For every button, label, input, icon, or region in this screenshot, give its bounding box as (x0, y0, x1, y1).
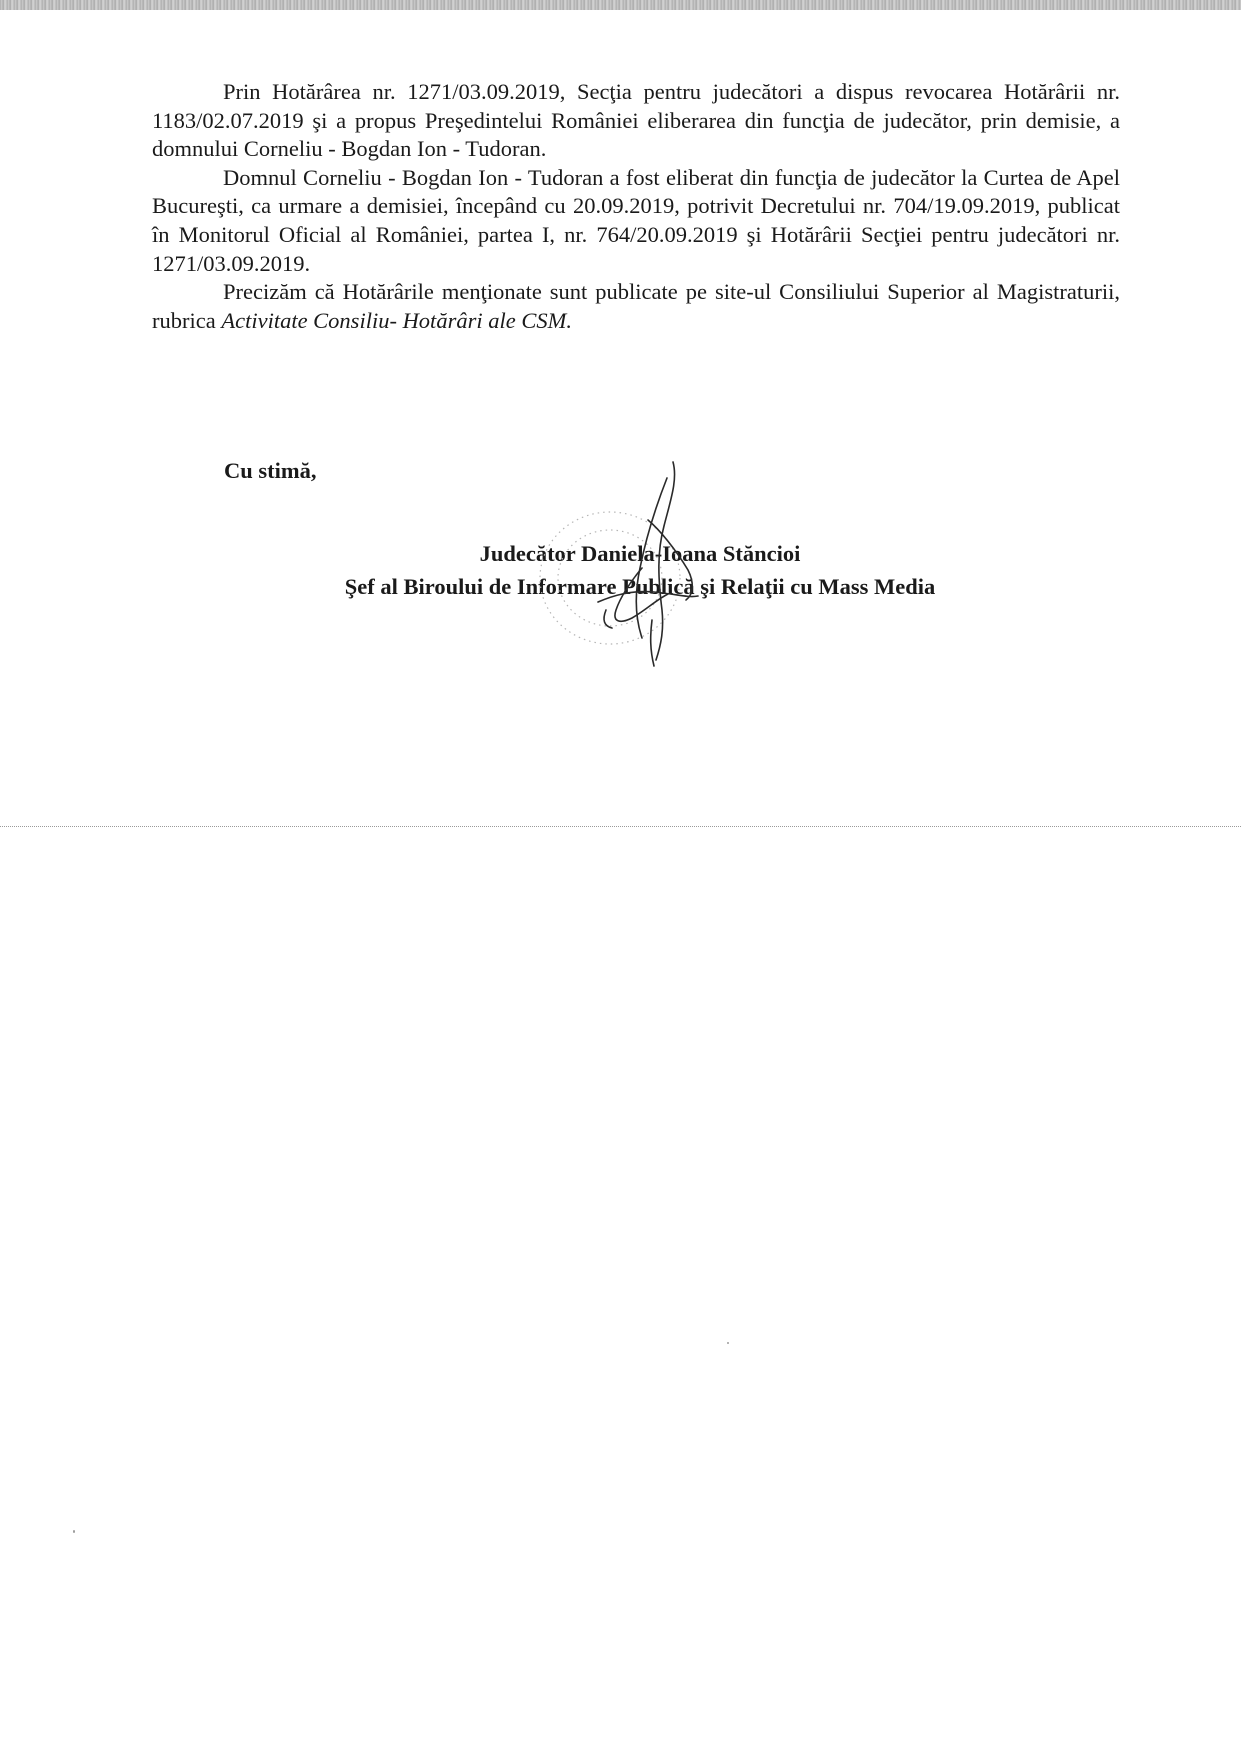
publication-section-name: Activitate Consiliu- Hotărâri ale CSM. (221, 307, 572, 333)
paragraph-publication-text: Precizăm că Hotărârile menţionate sunt publicate pe site-ul Consiliului Superior al Magistraturii, rubrica (152, 279, 1120, 333)
closing-salutation: Cu stimă, (224, 458, 317, 483)
paragraph-revocation: Prin Hotărârea nr. 1271/03.09.2019, Secţia pentru judecători a dispus revocarea Hotărârii nr. 1183/02.07.2019 şi a propus Preşedintelui României eliberarea din funcţia de judecător, prin demisie, a domnului Corneliu - Bogdan Ion - Tudoran. (152, 79, 1120, 162)
page-divider (0, 826, 1241, 827)
scan-speck (73, 1530, 75, 1533)
letter-body (152, 78, 1120, 335)
scan-edge (0, 0, 1241, 10)
signatory-name: Judecător Daniela-Ioana Stăncioi (479, 541, 801, 566)
scan-speck (727, 1342, 729, 1344)
paragraph-release: Domnul Corneliu - Bogdan Ion - Tudoran a fost eliberat din funcţia de judecător la Curtea de Apel Bucureşti, ca urmare a demisiei, începând cu 20.09.2019, potrivit Decretului nr. 704/19.09.2019, publicat în Monitorul Oficial al României, partea I, nr. 764/20.09.2019 şi Hotărârii Secţiei pentru judecători nr. 1271/03.09.2019. (152, 164, 1120, 276)
signatory-title: Şef al Biroului de Informare Publică şi Relaţii cu Mass Media (344, 574, 936, 599)
signatory-block (290, 537, 990, 603)
paragraph-publication (152, 278, 1120, 335)
